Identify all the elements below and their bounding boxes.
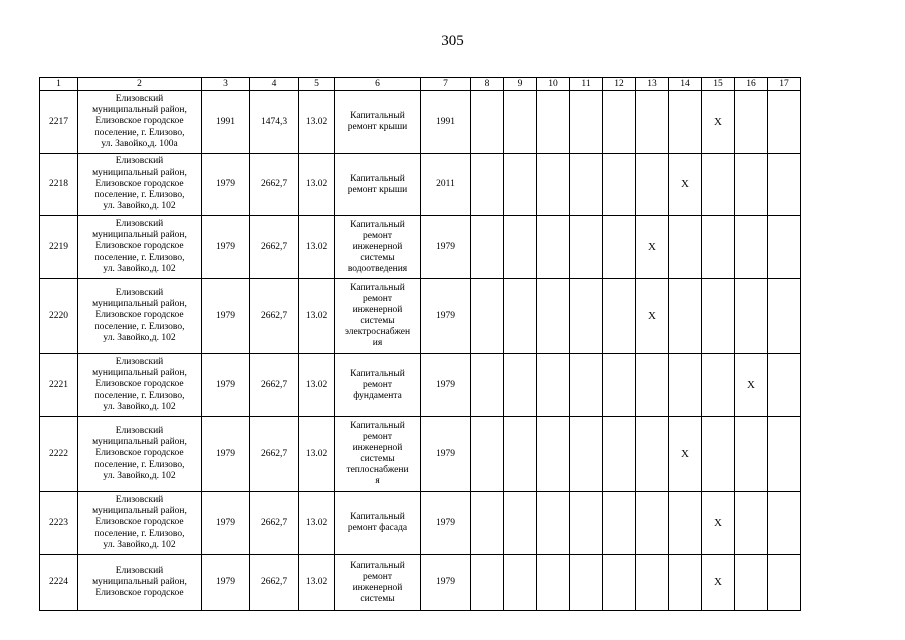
text-line: Елизовское городское <box>95 178 184 189</box>
empty-cell <box>603 154 636 216</box>
table-row <box>40 154 801 216</box>
text-line: водоотведения <box>347 263 408 274</box>
text-line: поселение, г. Елизово, <box>94 390 185 401</box>
empty-cell <box>570 417 603 492</box>
work-type-cell <box>335 354 421 417</box>
repair-schedule-table <box>39 77 801 611</box>
work-type-cell <box>335 91 421 154</box>
address-cell <box>78 279 202 354</box>
build-year-cell: 1979 <box>202 354 250 417</box>
text-line: ремонт крыши <box>347 122 408 132</box>
plan-year-cell: 2011 <box>421 154 471 216</box>
text-line: я <box>375 476 380 486</box>
empty-cell <box>537 91 570 154</box>
row-number-cell: 2217 <box>40 91 78 154</box>
text-line: Капитальный <box>350 283 405 293</box>
empty-cell <box>768 154 801 216</box>
empty-cell <box>735 91 768 154</box>
build-year-cell: 1979 <box>202 492 250 555</box>
text-line: фундамента <box>353 390 402 401</box>
work-type-cell <box>335 417 421 492</box>
address-cell <box>78 216 202 279</box>
text-line: ул. Завойко,д. 102 <box>103 263 176 274</box>
text-line: ул. Завойко,д. 100а <box>101 138 178 149</box>
text-line: Елизовский <box>115 494 164 505</box>
column-number-row <box>40 78 801 91</box>
text-line: муниципальный район, <box>92 506 187 517</box>
text-line: Елизовский <box>115 565 164 576</box>
text-line: поселение, г. Елизово, <box>94 252 185 263</box>
text-line: муниципальный район, <box>92 167 187 178</box>
empty-cell <box>570 91 603 154</box>
mark-cell: Х <box>669 417 702 492</box>
plan-year-cell: 1979 <box>421 216 471 279</box>
empty-cell <box>570 154 603 216</box>
text-line: поселение, г. Елизово, <box>94 190 185 201</box>
text-line: Елизовское городское <box>95 116 184 127</box>
empty-cell <box>603 555 636 611</box>
build-year-cell: 1979 <box>202 154 250 216</box>
empty-cell <box>537 492 570 555</box>
plan-year-cell: 1979 <box>421 417 471 492</box>
column-number-cell: 3 <box>202 78 250 91</box>
text-line: ия <box>372 338 383 348</box>
column-number-cell: 5 <box>299 78 335 91</box>
text-line: Елизовский <box>115 156 164 167</box>
code-cell: 13.02 <box>299 492 335 555</box>
empty-cell <box>471 279 504 354</box>
work-type-cell <box>335 279 421 354</box>
text-line: Елизовское городское <box>95 310 184 321</box>
empty-cell <box>471 417 504 492</box>
column-number-cell: 10 <box>537 78 570 91</box>
text-line: ремонт крыши <box>347 184 408 195</box>
empty-cell <box>669 216 702 279</box>
table-row <box>40 492 801 555</box>
table-row <box>40 91 801 154</box>
address-cell <box>78 492 202 555</box>
text-line: ремонт <box>363 379 392 390</box>
empty-cell <box>768 354 801 417</box>
empty-cell <box>735 154 768 216</box>
text-line: муниципальный район, <box>92 368 187 379</box>
column-number-cell: 1 <box>40 78 78 91</box>
text-line: Елизовское городское <box>95 241 184 252</box>
work-type-cell <box>335 216 421 279</box>
work-type-cell <box>335 555 421 611</box>
empty-cell <box>768 492 801 555</box>
build-year-cell: 1979 <box>202 279 250 354</box>
code-cell: 13.02 <box>299 354 335 417</box>
mark-cell: Х <box>636 279 669 354</box>
row-number-cell: 2220 <box>40 279 78 354</box>
empty-cell <box>570 354 603 417</box>
text-line: Елизовское городское <box>95 448 184 459</box>
empty-cell <box>603 279 636 354</box>
empty-cell <box>603 91 636 154</box>
table-row <box>40 555 801 611</box>
text-line: Елизовское городское <box>95 379 184 390</box>
mark-cell: Х <box>702 492 735 555</box>
column-number-cell: 8 <box>471 78 504 91</box>
text-line: ул. Завойко,д. 102 <box>103 539 176 550</box>
work-type-cell <box>335 492 421 555</box>
address-cell <box>78 417 202 492</box>
text-line: муниципальный район, <box>92 230 187 241</box>
empty-cell <box>504 555 537 611</box>
mark-cell: Х <box>636 216 669 279</box>
empty-cell <box>669 279 702 354</box>
empty-cell <box>702 354 735 417</box>
text-line: поселение, г. Елизово, <box>94 459 185 470</box>
table-row <box>40 417 801 492</box>
text-line: теплоснабжени <box>346 465 409 475</box>
empty-cell <box>636 154 669 216</box>
text-line: инженерной <box>352 582 403 593</box>
empty-cell <box>471 555 504 611</box>
empty-cell <box>471 354 504 417</box>
text-line: инженерной <box>352 241 403 252</box>
empty-cell <box>735 417 768 492</box>
text-line: Елизовский <box>115 356 164 367</box>
work-type-cell <box>335 154 421 216</box>
text-line: муниципальный район, <box>92 299 187 310</box>
empty-cell <box>702 279 735 354</box>
text-line: Елизовский <box>115 218 164 229</box>
text-line: Елизовский <box>115 287 164 298</box>
column-number-cell: 7 <box>421 78 471 91</box>
empty-cell <box>537 354 570 417</box>
code-cell: 13.02 <box>299 154 335 216</box>
empty-cell <box>702 154 735 216</box>
empty-cell <box>669 91 702 154</box>
text-line: Капитальный <box>350 560 405 571</box>
empty-cell <box>603 417 636 492</box>
text-line: поселение, г. Елизово, <box>94 528 185 539</box>
text-line: Елизовский <box>115 93 164 104</box>
text-line: системы <box>360 593 395 604</box>
empty-cell <box>504 216 537 279</box>
text-line: ул. Завойко,д. 102 <box>103 401 176 412</box>
text-line: Елизовское городское <box>95 517 184 528</box>
empty-cell <box>636 555 669 611</box>
empty-cell <box>570 555 603 611</box>
address-cell <box>78 555 202 611</box>
build-year-cell: 1979 <box>202 417 250 492</box>
text-line: Елизовское городское <box>95 588 184 599</box>
column-number-cell: 17 <box>768 78 801 91</box>
empty-cell <box>636 354 669 417</box>
empty-cell <box>603 354 636 417</box>
text-line: Капитальный <box>350 111 405 121</box>
code-cell: 13.02 <box>299 279 335 354</box>
area-cell: 2662,7 <box>250 417 299 492</box>
text-line: системы <box>360 316 395 326</box>
empty-cell <box>504 154 537 216</box>
text-line: электроснабжен <box>344 327 411 337</box>
text-line: Капитальный <box>350 368 405 379</box>
empty-cell <box>537 154 570 216</box>
plan-year-cell: 1979 <box>421 354 471 417</box>
row-number-cell: 2221 <box>40 354 78 417</box>
area-cell: 2662,7 <box>250 216 299 279</box>
code-cell: 13.02 <box>299 216 335 279</box>
mark-cell: Х <box>735 354 768 417</box>
text-line: системы <box>360 454 395 464</box>
mark-cell: Х <box>702 91 735 154</box>
address-cell <box>78 91 202 154</box>
text-line: Елизовский <box>115 425 164 436</box>
empty-cell <box>702 216 735 279</box>
empty-cell <box>669 555 702 611</box>
empty-cell <box>768 91 801 154</box>
empty-cell <box>504 91 537 154</box>
empty-cell <box>735 279 768 354</box>
table-row <box>40 216 801 279</box>
empty-cell <box>471 91 504 154</box>
text-line: ул. Завойко,д. 102 <box>103 201 176 212</box>
text-line: инженерной <box>352 305 403 315</box>
text-line: ул. Завойко,д. 102 <box>103 332 176 343</box>
code-cell: 13.02 <box>299 555 335 611</box>
row-number-cell: 2218 <box>40 154 78 216</box>
area-cell: 2662,7 <box>250 354 299 417</box>
empty-cell <box>636 492 669 555</box>
empty-cell <box>636 91 669 154</box>
column-number-cell: 4 <box>250 78 299 91</box>
empty-cell <box>471 154 504 216</box>
empty-cell <box>735 216 768 279</box>
text-line: муниципальный район, <box>92 576 187 587</box>
column-number-cell: 11 <box>570 78 603 91</box>
column-number-cell: 2 <box>78 78 202 91</box>
text-line: Капитальный <box>350 219 405 230</box>
text-line: ремонт <box>363 571 392 582</box>
area-cell: 2662,7 <box>250 492 299 555</box>
area-cell: 2662,7 <box>250 279 299 354</box>
empty-cell <box>570 492 603 555</box>
empty-cell <box>702 417 735 492</box>
plan-year-cell: 1979 <box>421 492 471 555</box>
empty-cell <box>669 354 702 417</box>
empty-cell <box>504 417 537 492</box>
code-cell: 13.02 <box>299 91 335 154</box>
text-line: поселение, г. Елизово, <box>94 321 185 332</box>
row-number-cell: 2222 <box>40 417 78 492</box>
empty-cell <box>504 492 537 555</box>
area-cell: 2662,7 <box>250 555 299 611</box>
empty-cell <box>570 216 603 279</box>
text-line: Капитальный <box>350 512 405 522</box>
build-year-cell: 1979 <box>202 216 250 279</box>
text-line: ул. Завойко,д. 102 <box>103 470 176 481</box>
column-number-cell: 6 <box>335 78 421 91</box>
code-cell: 13.02 <box>299 417 335 492</box>
empty-cell <box>504 354 537 417</box>
empty-cell <box>636 417 669 492</box>
text-line: муниципальный район, <box>92 437 187 448</box>
empty-cell <box>669 492 702 555</box>
build-year-cell: 1979 <box>202 555 250 611</box>
empty-cell <box>603 492 636 555</box>
table-row <box>40 279 801 354</box>
empty-cell <box>537 417 570 492</box>
text-line: ремонт <box>363 230 392 241</box>
empty-cell <box>735 492 768 555</box>
empty-cell <box>735 555 768 611</box>
empty-cell <box>471 216 504 279</box>
page-number: 305 <box>441 33 464 49</box>
text-line: ремонт фасада <box>347 523 408 533</box>
text-line: ремонт <box>363 294 392 304</box>
area-cell: 2662,7 <box>250 154 299 216</box>
text-line: инженерной <box>352 443 403 453</box>
empty-cell <box>768 417 801 492</box>
column-number-cell: 14 <box>669 78 702 91</box>
plan-year-cell: 1979 <box>421 279 471 354</box>
text-line: Капитальный <box>350 173 405 184</box>
column-number-cell: 15 <box>702 78 735 91</box>
column-number-cell: 13 <box>636 78 669 91</box>
text-line: поселение, г. Елизово, <box>94 127 185 138</box>
build-year-cell: 1991 <box>202 91 250 154</box>
row-number-cell: 2224 <box>40 555 78 611</box>
empty-cell <box>537 279 570 354</box>
address-cell <box>78 354 202 417</box>
row-number-cell: 2219 <box>40 216 78 279</box>
empty-cell <box>768 216 801 279</box>
plan-year-cell: 1979 <box>421 555 471 611</box>
empty-cell <box>768 555 801 611</box>
empty-cell <box>603 216 636 279</box>
mark-cell: Х <box>702 555 735 611</box>
text-line: муниципальный район, <box>92 105 187 116</box>
text-line: ремонт <box>363 432 392 442</box>
text-line: системы <box>360 252 395 263</box>
mark-cell: Х <box>669 154 702 216</box>
column-number-cell: 16 <box>735 78 768 91</box>
empty-cell <box>537 555 570 611</box>
column-number-cell: 9 <box>504 78 537 91</box>
table-body <box>40 78 801 611</box>
empty-cell <box>471 492 504 555</box>
empty-cell <box>570 279 603 354</box>
text-line: Капитальный <box>350 421 405 431</box>
table-row <box>40 354 801 417</box>
empty-cell <box>537 216 570 279</box>
column-number-cell: 12 <box>603 78 636 91</box>
row-number-cell: 2223 <box>40 492 78 555</box>
address-cell <box>78 154 202 216</box>
empty-cell <box>504 279 537 354</box>
empty-cell <box>768 279 801 354</box>
area-cell: 1474,3 <box>250 91 299 154</box>
plan-year-cell: 1991 <box>421 91 471 154</box>
